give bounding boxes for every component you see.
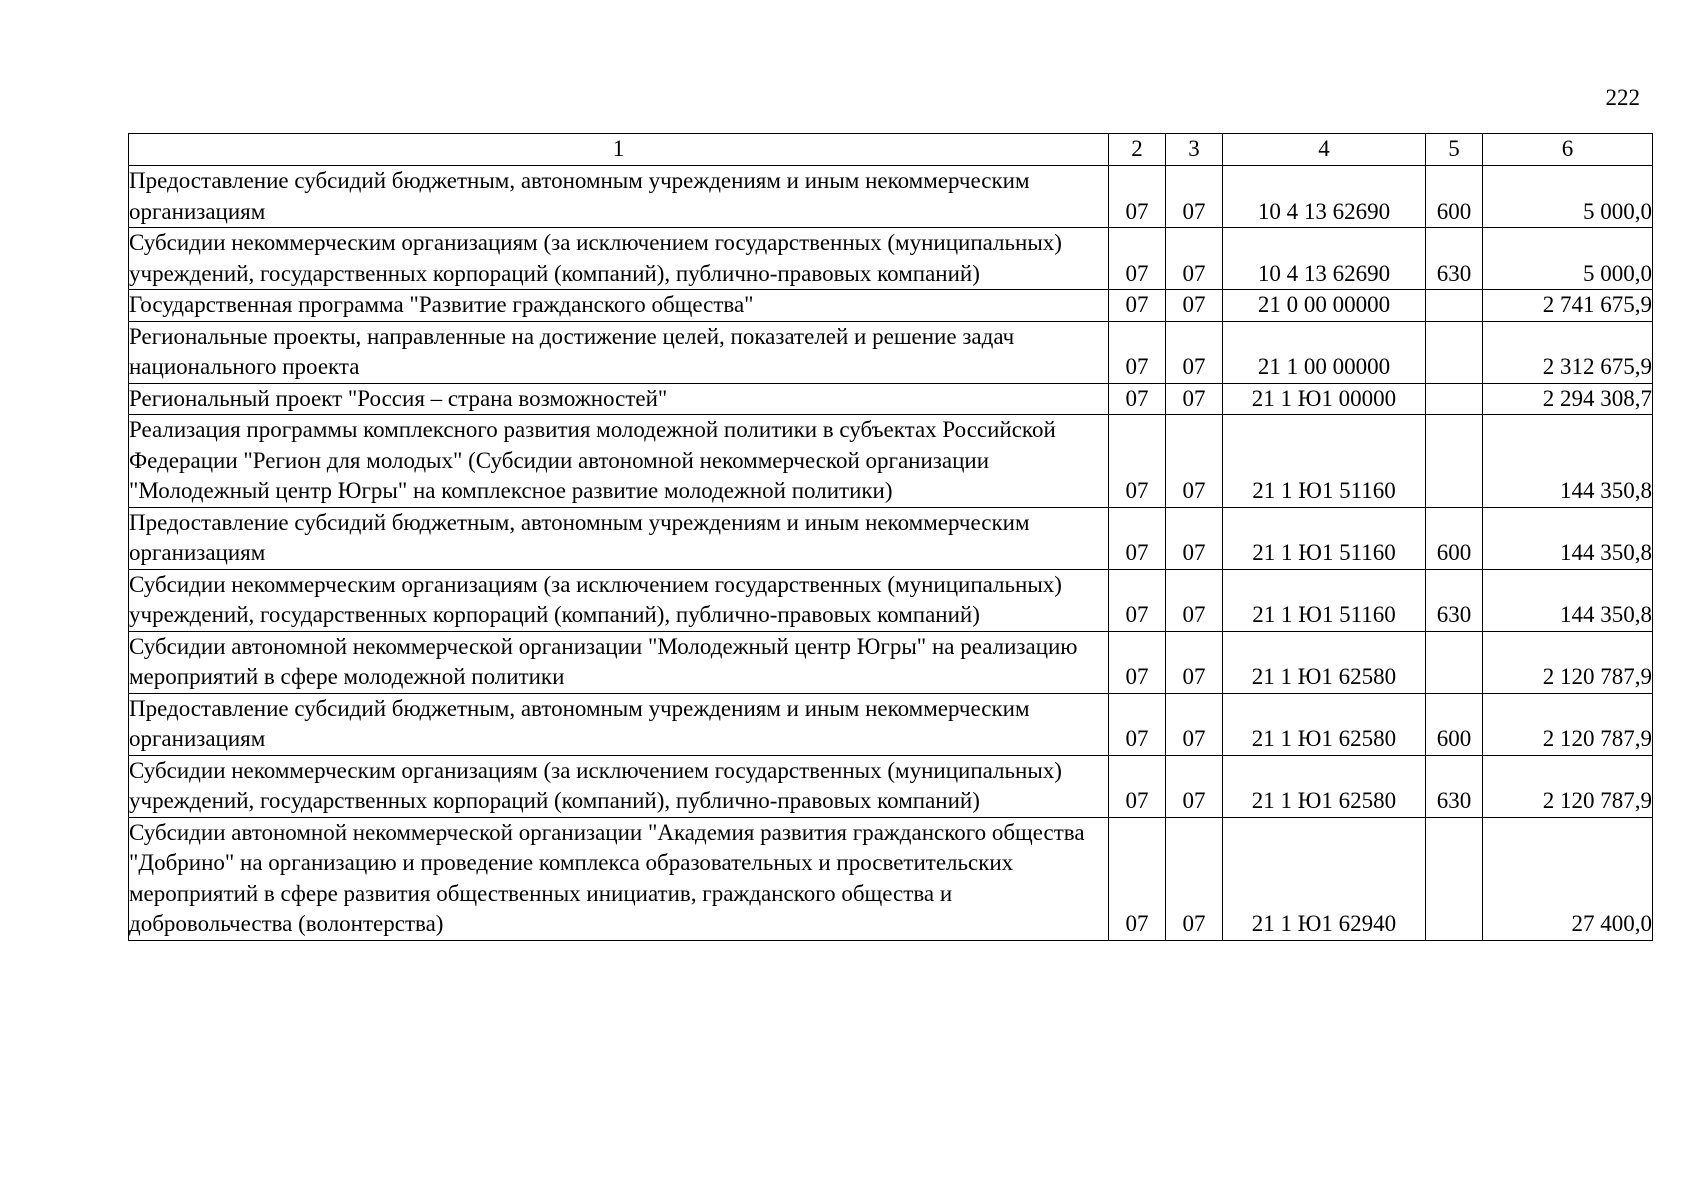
row-subsection: 07: [1166, 415, 1223, 508]
row-subsection: 07: [1166, 631, 1223, 693]
table-row: [129, 166, 1653, 228]
row-name: Субсидии некоммерческим организациям (за исключением государственных (муниципальных) учреждений, государственных корпораций (компаний), публично-правовых компаний): [129, 228, 1109, 290]
row-type: [1426, 290, 1483, 322]
table-row: [129, 228, 1653, 290]
table-header-row: [129, 134, 1653, 166]
row-subsection: 07: [1166, 569, 1223, 631]
header-col-5: 5: [1426, 134, 1483, 166]
table-row: [129, 755, 1653, 817]
row-code: 21 1 Ю1 62580: [1223, 631, 1426, 693]
row-name: Субсидии некоммерческим организациям (за исключением государственных (муниципальных) учреждений, государственных корпораций (компаний), публично-правовых компаний): [129, 755, 1109, 817]
table-row: [129, 507, 1653, 569]
table-row: [129, 817, 1653, 940]
header-col-2: 2: [1109, 134, 1166, 166]
row-type: 630: [1426, 569, 1483, 631]
row-type: 600: [1426, 166, 1483, 228]
row-type: 600: [1426, 507, 1483, 569]
row-code: 21 1 Ю1 62940: [1223, 817, 1426, 940]
row-amount: 2 120 787,9: [1483, 693, 1653, 755]
header-col-6: 6: [1483, 134, 1653, 166]
row-amount: 5 000,0: [1483, 228, 1653, 290]
row-section: 07: [1109, 383, 1166, 415]
row-section: 07: [1109, 755, 1166, 817]
row-subsection: 07: [1166, 290, 1223, 322]
row-name: Субсидии автономной некоммерческой организации "Академия развития гражданского общества "Добрино" на организацию и проведение комплекса образовательных и просветительских мероприятий в сфере развития общественных инициатив, гражданского общества и добровольчества (волонтерства): [129, 817, 1109, 940]
row-name: Реализация программы комплексного развития молодежной политики в субъектах Российской Федерации "Регион для молодых" (Субсидии автономной некоммерческой организации "Молодежный центр Югры" на комплексное развитие молодежной политики): [129, 415, 1109, 508]
page-number: 222: [1605, 85, 1640, 110]
row-subsection: 07: [1166, 228, 1223, 290]
row-section: 07: [1109, 166, 1166, 228]
row-section: 07: [1109, 817, 1166, 940]
header-col-4: 4: [1223, 134, 1426, 166]
budget-table: [128, 133, 1653, 941]
row-name: Региональные проекты, направленные на достижение целей, показателей и решение задач национального проекта: [129, 321, 1109, 383]
row-name: Региональный проект "Россия – страна возможностей": [129, 383, 1109, 415]
row-subsection: 07: [1166, 321, 1223, 383]
row-type: [1426, 817, 1483, 940]
row-amount: 27 400,0: [1483, 817, 1653, 940]
row-type: [1426, 415, 1483, 508]
row-amount: 5 000,0: [1483, 166, 1653, 228]
table-row: [129, 415, 1653, 508]
row-type: 630: [1426, 228, 1483, 290]
table-row: [129, 321, 1653, 383]
row-amount: 2 294 308,7: [1483, 383, 1653, 415]
row-code: 21 1 Ю1 51160: [1223, 507, 1426, 569]
row-amount: 144 350,8: [1483, 507, 1653, 569]
header-col-1: 1: [129, 134, 1109, 166]
row-name: Предоставление субсидий бюджетным, автономным учреждениям и иным некоммерческим организациям: [129, 693, 1109, 755]
row-code: 10 4 13 62690: [1223, 228, 1426, 290]
row-subsection: 07: [1166, 755, 1223, 817]
row-type: [1426, 321, 1483, 383]
table-row: [129, 569, 1653, 631]
row-code: 21 1 Ю1 51160: [1223, 415, 1426, 508]
row-type: 600: [1426, 693, 1483, 755]
row-section: 07: [1109, 228, 1166, 290]
row-code: 10 4 13 62690: [1223, 166, 1426, 228]
row-code: 21 1 Ю1 51160: [1223, 569, 1426, 631]
row-subsection: 07: [1166, 383, 1223, 415]
row-amount: 144 350,8: [1483, 569, 1653, 631]
row-section: 07: [1109, 321, 1166, 383]
row-section: 07: [1109, 290, 1166, 322]
row-name: Субсидии некоммерческим организациям (за исключением государственных (муниципальных) учреждений, государственных корпораций (компаний), публично-правовых компаний): [129, 569, 1109, 631]
row-amount: 2 120 787,9: [1483, 631, 1653, 693]
row-type: 630: [1426, 755, 1483, 817]
row-section: 07: [1109, 569, 1166, 631]
row-name: Предоставление субсидий бюджетным, автономным учреждениям и иным некоммерческим организациям: [129, 507, 1109, 569]
row-section: 07: [1109, 507, 1166, 569]
row-type: [1426, 631, 1483, 693]
table-row: [129, 631, 1653, 693]
header-col-3: 3: [1166, 134, 1223, 166]
row-subsection: 07: [1166, 507, 1223, 569]
table-row: [129, 383, 1653, 415]
row-code: 21 1 Ю1 62580: [1223, 693, 1426, 755]
table-row: [129, 290, 1653, 322]
table-row: [129, 693, 1653, 755]
row-section: 07: [1109, 693, 1166, 755]
row-amount: 2 312 675,9: [1483, 321, 1653, 383]
row-name: Субсидии автономной некоммерческой организации "Молодежный центр Югры" на реализацию мероприятий в сфере молодежной политики: [129, 631, 1109, 693]
row-amount: 2 120 787,9: [1483, 755, 1653, 817]
row-subsection: 07: [1166, 817, 1223, 940]
row-amount: 144 350,8: [1483, 415, 1653, 508]
row-code: 21 0 00 00000: [1223, 290, 1426, 322]
row-code: 21 1 Ю1 00000: [1223, 383, 1426, 415]
row-section: 07: [1109, 631, 1166, 693]
row-code: 21 1 00 00000: [1223, 321, 1426, 383]
row-name: Предоставление субсидий бюджетным, автономным учреждениям и иным некоммерческим организациям: [129, 166, 1109, 228]
row-type: [1426, 383, 1483, 415]
row-code: 21 1 Ю1 62580: [1223, 755, 1426, 817]
row-subsection: 07: [1166, 693, 1223, 755]
row-amount: 2 741 675,9: [1483, 290, 1653, 322]
row-subsection: 07: [1166, 166, 1223, 228]
row-name: Государственная программа "Развитие гражданского общества": [129, 290, 1109, 322]
row-section: 07: [1109, 415, 1166, 508]
